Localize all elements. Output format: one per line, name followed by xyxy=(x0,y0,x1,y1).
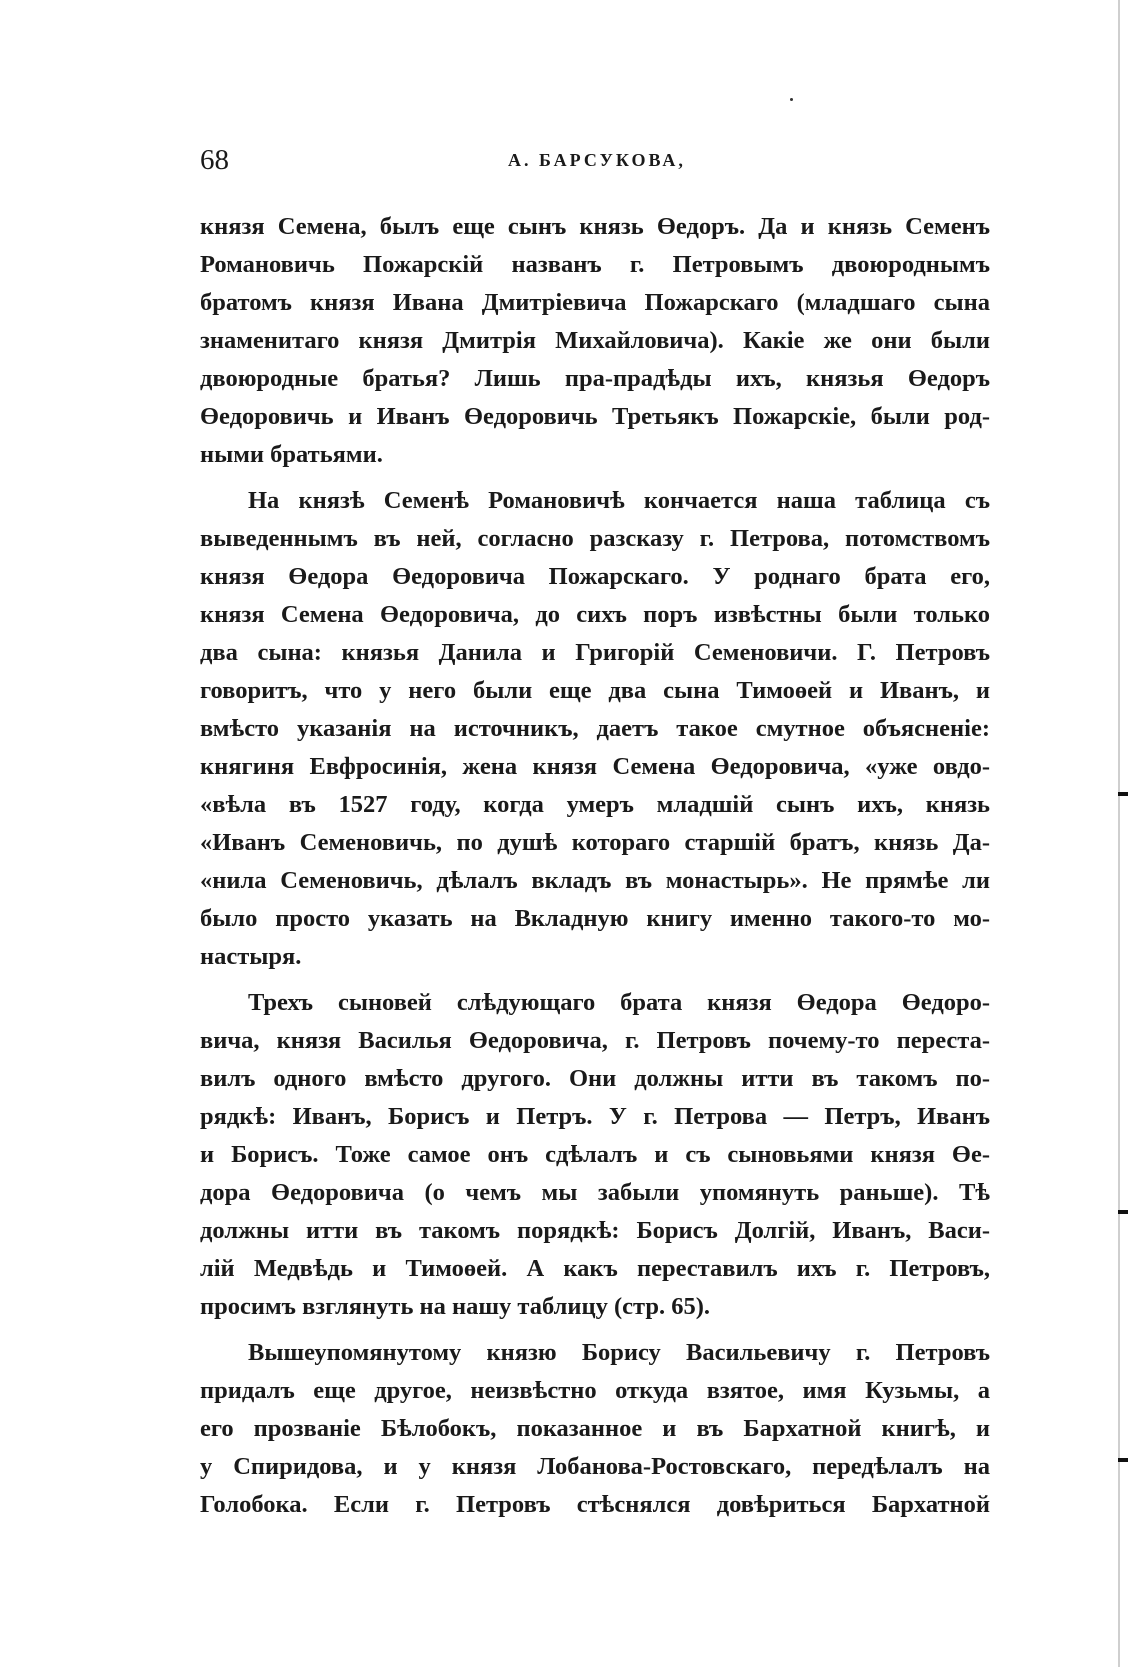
text-line: князя Семена, былъ еще сынъ князь Өедоръ. Да и князь Семенъ xyxy=(200,213,990,240)
text-line: дора Өедоровича (о чемъ мы забыли упомянуть раньше). Тѣ xyxy=(200,1179,990,1206)
text-line: «вѣла въ 1527 году, когда умеръ младшій сынъ ихъ, князь xyxy=(200,791,990,818)
text-line: ными братьями. xyxy=(200,441,383,468)
body-text xyxy=(200,208,990,1524)
text-line: двоюродные братья? Лишь пра-прадѣды ихъ, князья Өедоръ xyxy=(200,365,990,392)
edge-mark xyxy=(1118,792,1128,796)
text-line: настыря. xyxy=(200,943,302,970)
paragraph xyxy=(200,984,990,1326)
paragraph-gap xyxy=(200,474,990,482)
paragraph xyxy=(200,482,990,976)
text-line: выведеннымъ въ ней, согласно разсказу г. Петрова, потомствомъ xyxy=(200,525,990,552)
text-line: и Борисъ. Тоже самое онъ сдѣлалъ и съ сыновьями князя Өе- xyxy=(200,1141,990,1168)
text-line: вмѣсто указанія на источникъ, даетъ такое смутное объясненіе: xyxy=(200,715,990,742)
page-number: 68 xyxy=(200,144,229,176)
text-line: Өедоровичь и Иванъ Өедоровичь Третьякъ Пожарскіе, были род- xyxy=(200,403,990,430)
paragraph-gap xyxy=(200,1326,990,1334)
text-line: братомъ князя Ивана Дмитріевича Пожарскаго (младшаго сына xyxy=(200,289,990,316)
text-line: его прозваніе Бѣлобокъ, показанное и въ Бархатной книгѣ, и xyxy=(200,1415,990,1442)
edge-mark xyxy=(1118,1458,1128,1462)
text-line: княгиня Евфросинія, жена князя Семена Өедоровича, «уже овдо- xyxy=(200,753,990,780)
text-line: Голобока. Если г. Петровъ стѣснялся довѣриться Бархатной xyxy=(200,1491,990,1518)
paragraph xyxy=(200,1334,990,1524)
text-line: рядкѣ: Иванъ, Борисъ и Петръ. У г. Петрова — Петръ, Иванъ xyxy=(200,1103,990,1130)
text-line: «Иванъ Семеновичь, по душѣ котораго старшій братъ, князь Да- xyxy=(200,829,990,856)
text-line: должны итти въ такомъ порядкѣ: Борисъ Долгій, Иванъ, Васи- xyxy=(200,1217,990,1244)
running-head: А. БАРСУКОВА, xyxy=(508,150,686,170)
text-line: лій Медвѣдь и Тимоөей. А какъ переставилъ ихъ г. Петровъ, xyxy=(200,1255,990,1282)
text-line: придалъ еще другое, неизвѣстно откуда взятое, имя Кузьмы, а xyxy=(200,1377,990,1404)
text-line: вилъ одного вмѣсто другого. Они должны итти въ такомъ по- xyxy=(200,1065,990,1092)
edge-mark xyxy=(1118,1210,1128,1214)
text-line: На князѣ Семенѣ Романовичѣ кончается наша таблица съ xyxy=(248,487,990,514)
text-line: у Спиридова, и у князя Лобанова-Ростовскаго, передѣлалъ на xyxy=(200,1453,990,1480)
text-line: князя Семена Өедоровича, до сихъ поръ извѣстны были только xyxy=(200,601,990,628)
text-line: Романовичь Пожарскій названъ г. Петровымъ двоюроднымъ xyxy=(200,251,990,278)
text-line: говоритъ, что у него были еще два сына Тимоөей и Иванъ, и xyxy=(200,677,990,704)
print-speck xyxy=(790,98,793,101)
text-line: «нила Семеновичь, дѣлалъ вкладъ въ монастырь». Не прямѣе ли xyxy=(200,867,990,894)
text-line: вича, князя Василья Өедоровича, г. Петровъ почему-то переста- xyxy=(200,1027,990,1054)
text-line: Трехъ сыновей слѣдующаго брата князя Өедора Өедоро- xyxy=(248,989,990,1016)
text-line: было просто указать на Вкладную книгу именно такого-то мо- xyxy=(200,905,990,932)
text-line: Вышеупомянутому князю Борису Васильевичу г. Петровъ xyxy=(248,1339,990,1366)
paragraph xyxy=(200,208,990,474)
text-line: князя Өедора Өедоровича Пожарскаго. У роднаго брата его, xyxy=(200,563,990,590)
page-header xyxy=(200,140,990,180)
paragraph-gap xyxy=(200,976,990,984)
text-line: два сына: князья Данила и Григорій Семеновичи. Г. Петровъ xyxy=(200,639,990,666)
page-edge-line xyxy=(1118,0,1120,1667)
text-line: знаменитаго князя Дмитрія Михайловича). Какіе же они были xyxy=(200,327,990,354)
text-line: просимъ взглянуть на нашу таблицу (стр. 65). xyxy=(200,1293,711,1320)
